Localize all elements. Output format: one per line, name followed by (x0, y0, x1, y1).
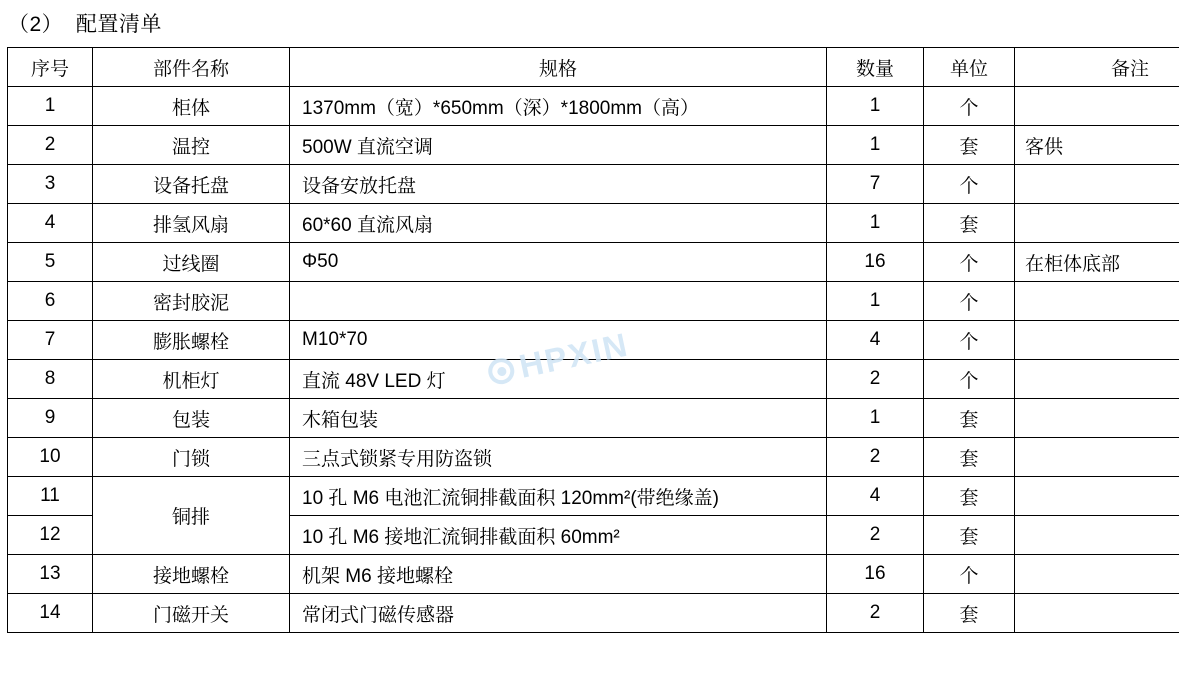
cell-no: 11 (8, 477, 93, 516)
cell-spec: 常闭式门磁传感器 (290, 594, 827, 633)
table-header-row (8, 48, 1179, 87)
cell-spec: 60*60 直流风扇 (290, 204, 827, 243)
table-body (8, 87, 1179, 633)
column-header-spec: 规格 (290, 48, 827, 87)
cell-qty: 2 (827, 438, 924, 477)
table-row (8, 87, 1179, 126)
table-row (8, 399, 1179, 438)
cell-name: 设备托盘 (93, 165, 290, 204)
cell-unit: 个 (924, 282, 1015, 321)
cell-no: 9 (8, 399, 93, 438)
cell-name: 温控 (93, 126, 290, 165)
cell-unit: 套 (924, 594, 1015, 633)
cell-unit: 套 (924, 126, 1015, 165)
cell-note (1015, 360, 1179, 399)
cell-qty: 1 (827, 87, 924, 126)
cell-no: 3 (8, 165, 93, 204)
cell-name: 膨胀螺栓 (93, 321, 290, 360)
cell-unit: 套 (924, 477, 1015, 516)
cell-unit: 个 (924, 360, 1015, 399)
cell-note (1015, 204, 1179, 243)
cell-spec: 1370mm（宽）*650mm（深）*1800mm（高） (290, 87, 827, 126)
cell-unit: 套 (924, 438, 1015, 477)
cell-qty: 4 (827, 321, 924, 360)
cell-spec: 500W 直流空调 (290, 126, 827, 165)
cell-no: 1 (8, 87, 93, 126)
cell-name: 铜排 (93, 477, 290, 555)
cell-note (1015, 399, 1179, 438)
table-row (8, 477, 1179, 516)
cell-no: 14 (8, 594, 93, 633)
cell-qty: 7 (827, 165, 924, 204)
table-row (8, 204, 1179, 243)
cell-no: 12 (8, 516, 93, 555)
table-row (8, 438, 1179, 477)
cell-name: 门磁开关 (93, 594, 290, 633)
column-header-no: 序号 (8, 48, 93, 87)
column-header-unit: 单位 (924, 48, 1015, 87)
cell-no: 7 (8, 321, 93, 360)
cell-unit: 套 (924, 516, 1015, 555)
cell-qty: 2 (827, 594, 924, 633)
table-row (8, 282, 1179, 321)
table-row (8, 126, 1179, 165)
cell-unit: 个 (924, 165, 1015, 204)
cell-spec: 三点式锁紧专用防盗锁 (290, 438, 827, 477)
cell-qty: 1 (827, 126, 924, 165)
cell-spec: Φ50 (290, 243, 827, 282)
cell-qty: 1 (827, 204, 924, 243)
cell-name: 门锁 (93, 438, 290, 477)
cell-qty: 2 (827, 516, 924, 555)
table-row (8, 321, 1179, 360)
table-row (8, 165, 1179, 204)
cell-name: 排氢风扇 (93, 204, 290, 243)
cell-name: 机柜灯 (93, 360, 290, 399)
cell-qty: 4 (827, 477, 924, 516)
cell-unit: 个 (924, 555, 1015, 594)
cell-name: 包装 (93, 399, 290, 438)
cell-name: 密封胶泥 (93, 282, 290, 321)
cell-unit: 个 (924, 243, 1015, 282)
cell-qty: 1 (827, 399, 924, 438)
cell-unit: 套 (924, 204, 1015, 243)
page-title: （2） 配置清单 (8, 13, 162, 36)
cell-spec: 设备安放托盘 (290, 165, 827, 204)
cell-unit: 套 (924, 399, 1015, 438)
cell-qty: 16 (827, 555, 924, 594)
table-row (8, 243, 1179, 282)
column-header-name: 部件名称 (93, 48, 290, 87)
cell-note (1015, 594, 1179, 633)
configuration-list-table (7, 47, 1179, 633)
cell-unit: 个 (924, 321, 1015, 360)
cell-no: 13 (8, 555, 93, 594)
cell-name: 过线圈 (93, 243, 290, 282)
cell-note (1015, 438, 1179, 477)
cell-spec: 直流 48V LED 灯 (290, 360, 827, 399)
cell-note (1015, 87, 1179, 126)
column-header-qty: 数量 (827, 48, 924, 87)
column-header-note: 备注 (1015, 48, 1179, 87)
cell-no: 8 (8, 360, 93, 399)
cell-spec: M10*70 (290, 321, 827, 360)
cell-name: 柜体 (93, 87, 290, 126)
cell-unit: 个 (924, 87, 1015, 126)
cell-note: 客供 (1015, 126, 1179, 165)
cell-no: 6 (8, 282, 93, 321)
table-header (8, 48, 1179, 87)
cell-note (1015, 165, 1179, 204)
cell-qty: 2 (827, 360, 924, 399)
cell-note (1015, 477, 1179, 516)
table-row (8, 555, 1179, 594)
table-row (8, 594, 1179, 633)
cell-note (1015, 321, 1179, 360)
cell-name: 接地螺栓 (93, 555, 290, 594)
cell-note (1015, 555, 1179, 594)
cell-spec: 10 孔 M6 接地汇流铜排截面积 60mm² (290, 516, 827, 555)
cell-note (1015, 516, 1179, 555)
cell-no: 2 (8, 126, 93, 165)
cell-spec (290, 282, 827, 321)
cell-spec: 木箱包装 (290, 399, 827, 438)
cell-no: 4 (8, 204, 93, 243)
cell-spec: 机架 M6 接地螺栓 (290, 555, 827, 594)
cell-qty: 16 (827, 243, 924, 282)
cell-note (1015, 282, 1179, 321)
cell-spec: 10 孔 M6 电池汇流铜排截面积 120mm²(带绝缘盖) (290, 477, 827, 516)
watermark-text: HPXIN (515, 325, 633, 385)
cell-note: 在柜体底部 (1015, 243, 1179, 282)
table-row (8, 360, 1179, 399)
cell-no: 5 (8, 243, 93, 282)
cell-qty: 1 (827, 282, 924, 321)
cell-no: 10 (8, 438, 93, 477)
